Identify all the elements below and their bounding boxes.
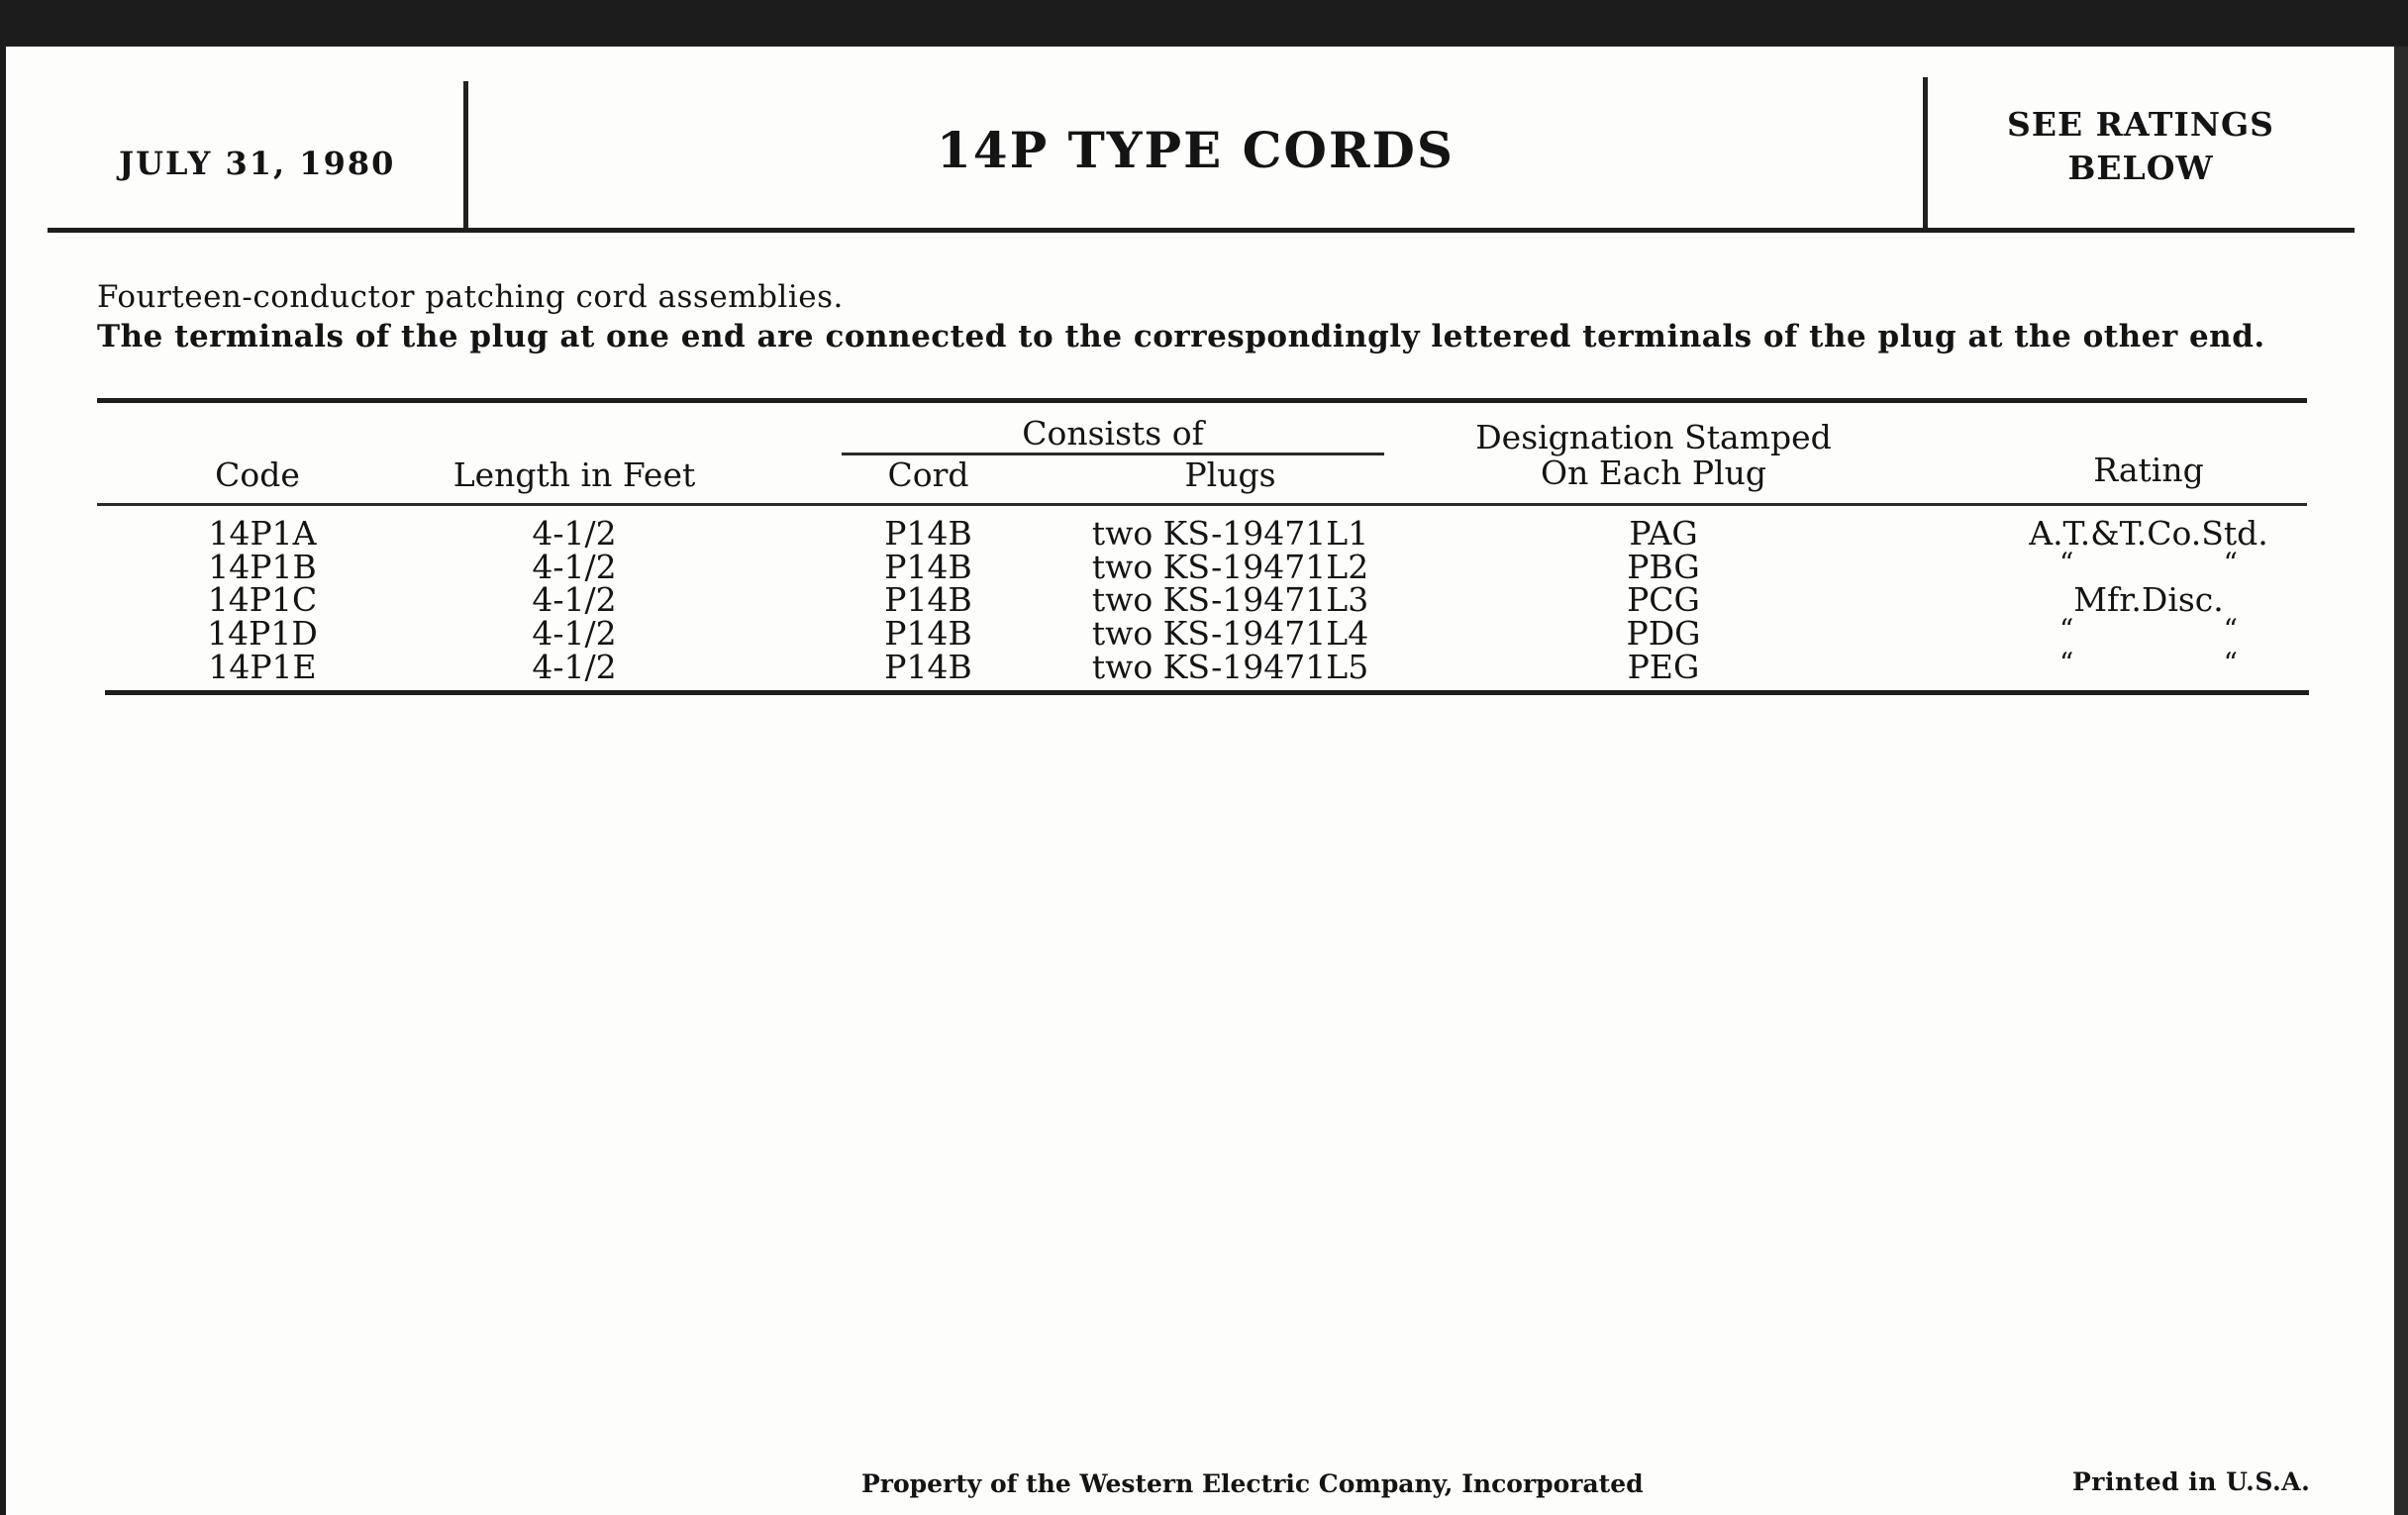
rating-note bbox=[1928, 103, 2354, 190]
cell-plugs: two KS-19471L5 bbox=[1091, 648, 1369, 686]
ditto-mark: “ bbox=[2059, 647, 2074, 679]
table-row bbox=[0, 580, 2408, 619]
cell-code: 14P1E bbox=[208, 648, 317, 686]
cell-cord: P14B bbox=[884, 548, 972, 586]
cell-rating-ditto bbox=[2059, 547, 2238, 580]
cell-length: 4-1/2 bbox=[532, 580, 617, 619]
document-card bbox=[6, 47, 2394, 1515]
table-row bbox=[0, 647, 2408, 686]
column-header-code: Code bbox=[215, 455, 300, 494]
cell-designation: PCG bbox=[1627, 580, 1700, 619]
ditto-mark: “ bbox=[2223, 647, 2238, 679]
designation-header-line2: On Each Plug bbox=[1541, 454, 1766, 492]
cell-cord: P14B bbox=[884, 514, 972, 553]
rating-note-line2: BELOW bbox=[2067, 149, 2214, 187]
footer-property: Property of the Western Electric Company, Incorporated bbox=[861, 1469, 1644, 1498]
column-group-consists-of: Consists of bbox=[1022, 414, 1204, 453]
description-line2: The terminals of the plug at one end are connected to the correspondingly lettered terminals of the plug at the other end. bbox=[97, 319, 2265, 354]
header-rule bbox=[48, 228, 2355, 233]
designation-header-line1: Designation Stamped bbox=[1475, 418, 1832, 456]
cell-cord: P14B bbox=[884, 580, 972, 619]
table-bottom-rule bbox=[105, 690, 2309, 695]
column-header-rating: Rating bbox=[2093, 451, 2204, 489]
cell-designation: PEG bbox=[1627, 648, 1700, 686]
rating-note-line1: SEE RATINGS bbox=[2006, 105, 2275, 144]
cell-plugs: two KS-19471L4 bbox=[1091, 614, 1369, 653]
cell-cord: P14B bbox=[884, 648, 972, 686]
cell-designation: PDG bbox=[1626, 614, 1701, 653]
cell-rating: A.T.&T.Co.Std. bbox=[2029, 514, 2268, 553]
cell-code: 14P1B bbox=[208, 548, 317, 586]
description bbox=[97, 277, 2265, 356]
cell-plugs: two KS-19471L2 bbox=[1091, 548, 1369, 586]
cell-code: 14P1D bbox=[207, 614, 318, 653]
cell-length: 4-1/2 bbox=[532, 648, 617, 686]
ditto-mark: “ bbox=[2059, 613, 2074, 646]
description-line1: Fourteen-conductor patching cord assemblies. bbox=[97, 279, 844, 315]
page-title: 14P TYPE CORDS bbox=[937, 121, 1455, 179]
cell-length: 4-1/2 bbox=[532, 614, 617, 653]
cell-designation: PBG bbox=[1627, 548, 1700, 586]
cell-designation: PAG bbox=[1629, 514, 1698, 553]
cell-cord: P14B bbox=[884, 614, 972, 653]
column-header-length: Length in Feet bbox=[452, 455, 696, 494]
issue-date: JULY 31, 1980 bbox=[119, 145, 396, 182]
footer-printed: Printed in U.S.A. bbox=[2072, 1467, 2311, 1496]
cell-plugs: two KS-19471L1 bbox=[1091, 514, 1369, 553]
cell-rating-ditto bbox=[2059, 613, 2238, 647]
table-row bbox=[0, 514, 2408, 553]
table-row bbox=[0, 613, 2408, 653]
cell-plugs: two KS-19471L3 bbox=[1091, 580, 1369, 619]
table-row bbox=[0, 547, 2408, 586]
table-top-rule bbox=[97, 398, 2307, 403]
cell-code: 14P1A bbox=[208, 514, 317, 553]
ditto-mark: “ bbox=[2223, 547, 2238, 579]
cell-length: 4-1/2 bbox=[532, 514, 617, 553]
cell-rating: Mfr.Disc. bbox=[2073, 580, 2224, 619]
scan-edge bbox=[2394, 47, 2408, 1515]
ditto-mark: “ bbox=[2059, 547, 2074, 579]
cell-rating-ditto bbox=[2059, 647, 2238, 680]
column-header-designation bbox=[1416, 420, 1891, 491]
column-header-cord: Cord bbox=[887, 455, 969, 494]
table-header-rule bbox=[97, 503, 2307, 506]
cell-code: 14P1C bbox=[207, 580, 318, 619]
cell-length: 4-1/2 bbox=[532, 548, 617, 586]
column-header-plugs: Plugs bbox=[1184, 455, 1276, 494]
ditto-mark: “ bbox=[2223, 613, 2238, 646]
